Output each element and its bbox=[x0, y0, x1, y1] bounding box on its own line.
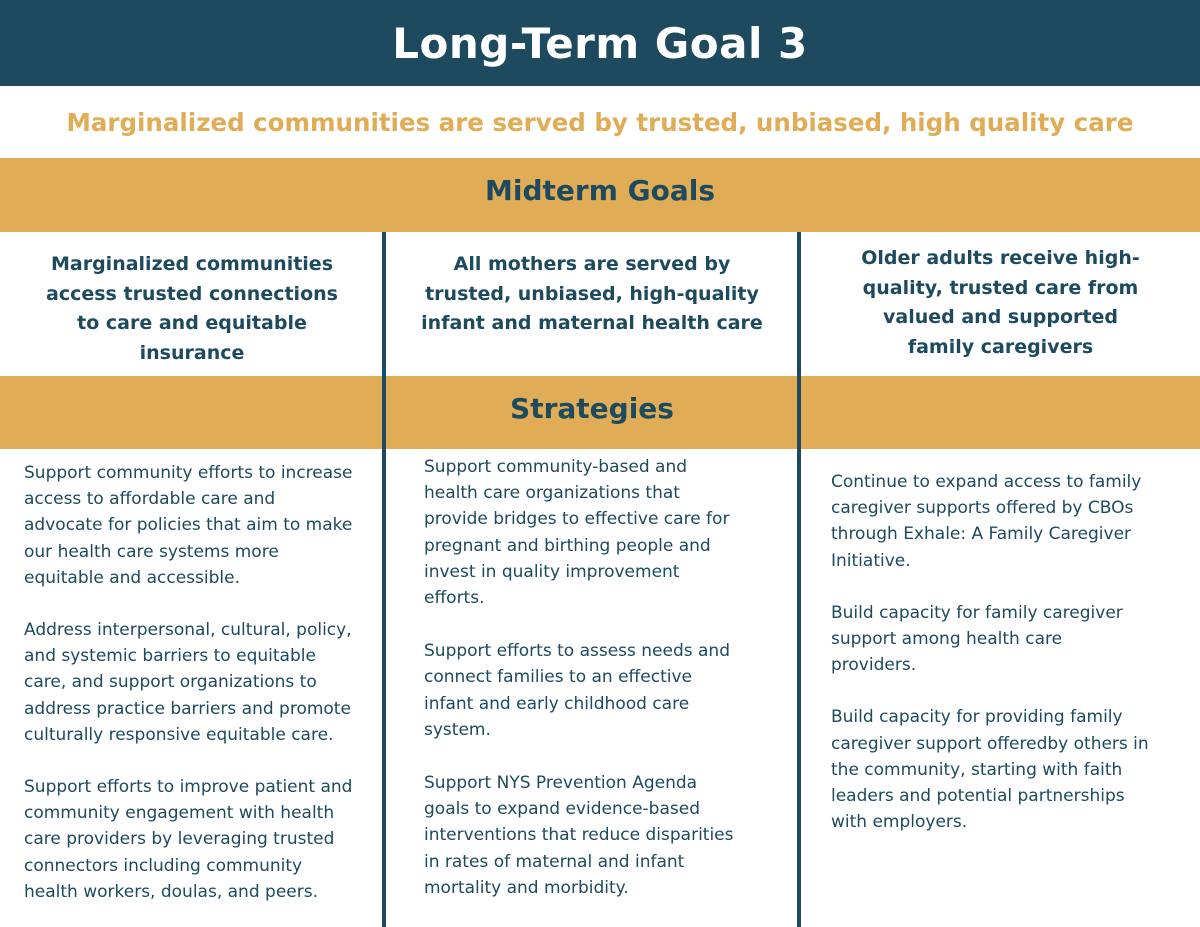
strategy-line: infant and early childhood care bbox=[424, 693, 690, 714]
strategy-line: health workers, doulas, and peers. bbox=[24, 881, 318, 902]
strategy-line: efforts. bbox=[424, 588, 485, 609]
strategy-line: interventions that reduce disparities bbox=[424, 825, 734, 846]
strategy-line: Support efforts to assess needs and bbox=[424, 641, 730, 662]
strategy-line: health care organizations that bbox=[424, 483, 680, 504]
strategy-line: providers. bbox=[831, 655, 917, 676]
strategy-line: our health care systems more bbox=[24, 541, 279, 562]
strategy-line: Support community efforts to increase bbox=[24, 463, 353, 483]
strategy-line: mortality and morbidity. bbox=[424, 877, 629, 898]
strategies-column-communities bbox=[24, 460, 353, 927]
strategy-line: system. bbox=[424, 719, 491, 740]
strategy-item bbox=[424, 638, 734, 743]
strategy-line: invest in quality improvement bbox=[424, 561, 680, 582]
strategy-line: pregnant and birthing people and bbox=[424, 535, 711, 556]
strategy-line: the community, starting with faith bbox=[831, 759, 1123, 780]
strategy-line: address practice barriers and promote bbox=[24, 698, 351, 719]
strategies-heading: Strategies bbox=[510, 392, 674, 425]
strategy-line: Support efforts to improve patient and bbox=[24, 777, 353, 798]
strategy-item bbox=[24, 460, 353, 591]
goal-line: quality, trusted care from bbox=[862, 276, 1139, 299]
midterm-goal-communities bbox=[0, 250, 384, 368]
goal-line: trusted, unbiased, high-quality bbox=[425, 282, 759, 305]
midterm-goals-heading: Midterm Goals bbox=[485, 174, 715, 207]
strategy-line: with employers. bbox=[831, 812, 968, 833]
goal-line: to care and equitable bbox=[77, 312, 307, 334]
strategy-item bbox=[424, 770, 734, 901]
strategy-line: Initiative. bbox=[831, 550, 911, 571]
strategy-line: Support community-based and bbox=[424, 457, 688, 477]
strategies-column-older-adults bbox=[831, 469, 1149, 861]
strategy-item bbox=[831, 704, 1149, 835]
midterm-goal-older-adults bbox=[801, 244, 1200, 362]
goal-line: access trusted connections bbox=[46, 282, 338, 305]
long-term-goal-statement: Marginalized communities are served by trusted, unbiased, high quality care bbox=[66, 107, 1134, 137]
strategy-line: Address interpersonal, cultural, policy, bbox=[24, 620, 352, 641]
strategy-line: Build capacity for providing family bbox=[831, 707, 1123, 728]
strategy-line: provide bridges to effective care for bbox=[424, 509, 730, 530]
goal-line: valued and supported bbox=[883, 306, 1118, 328]
strategy-line: caregiver supports offered by CBOs bbox=[831, 498, 1134, 519]
strategy-line: access to affordable care and bbox=[24, 489, 276, 510]
strategy-line: and systemic barriers to equitable bbox=[24, 646, 316, 667]
midterm-goal-mothers bbox=[386, 250, 798, 339]
strategy-line: connect families to an effective bbox=[424, 667, 692, 688]
strategy-line: culturally responsive equitable care. bbox=[24, 724, 334, 745]
goal-line: infant and maternal health care bbox=[421, 312, 763, 334]
strategy-line: through Exhale: A Family Caregiver bbox=[831, 524, 1132, 545]
strategy-item bbox=[24, 774, 353, 905]
goal-line: All mothers are served by bbox=[453, 253, 731, 275]
strategy-line: connectors including community bbox=[24, 855, 303, 876]
strategy-line: advocate for policies that aim to make bbox=[24, 515, 353, 536]
strategy-line: care, and support organizations to bbox=[24, 672, 317, 693]
strategy-item bbox=[424, 454, 734, 611]
strategy-line: in rates of maternal and infant bbox=[424, 851, 685, 872]
page-title: Long-Term Goal 3 bbox=[392, 18, 808, 68]
header-band bbox=[0, 0, 1200, 86]
strategy-item bbox=[24, 617, 353, 748]
strategy-line: care providers by leveraging trusted bbox=[24, 829, 335, 850]
strategy-line: equitable and accessible. bbox=[24, 567, 240, 588]
strategy-line: community engagement with health bbox=[24, 803, 335, 824]
strategy-line: goals to expand evidence-based bbox=[424, 799, 700, 820]
strategy-line: Build capacity for family caregiver bbox=[831, 602, 1123, 623]
strategy-line: support among health care bbox=[831, 629, 1063, 650]
strategy-item bbox=[831, 600, 1149, 679]
strategy-line: Support NYS Prevention Agenda bbox=[424, 773, 698, 794]
strategy-line: leaders and potential partnerships bbox=[831, 786, 1125, 807]
strategy-line: caregiver support offeredby others in bbox=[831, 733, 1149, 754]
strategies-column-mothers bbox=[424, 454, 734, 927]
goal-line: insurance bbox=[139, 341, 245, 364]
goal-line: family caregivers bbox=[907, 335, 1094, 358]
strategy-item bbox=[831, 469, 1149, 574]
goal-line: Older adults receive high- bbox=[861, 247, 1140, 269]
strategy-line: Continue to expand access to family bbox=[831, 472, 1142, 492]
goal-line: Marginalized communities bbox=[50, 253, 333, 275]
